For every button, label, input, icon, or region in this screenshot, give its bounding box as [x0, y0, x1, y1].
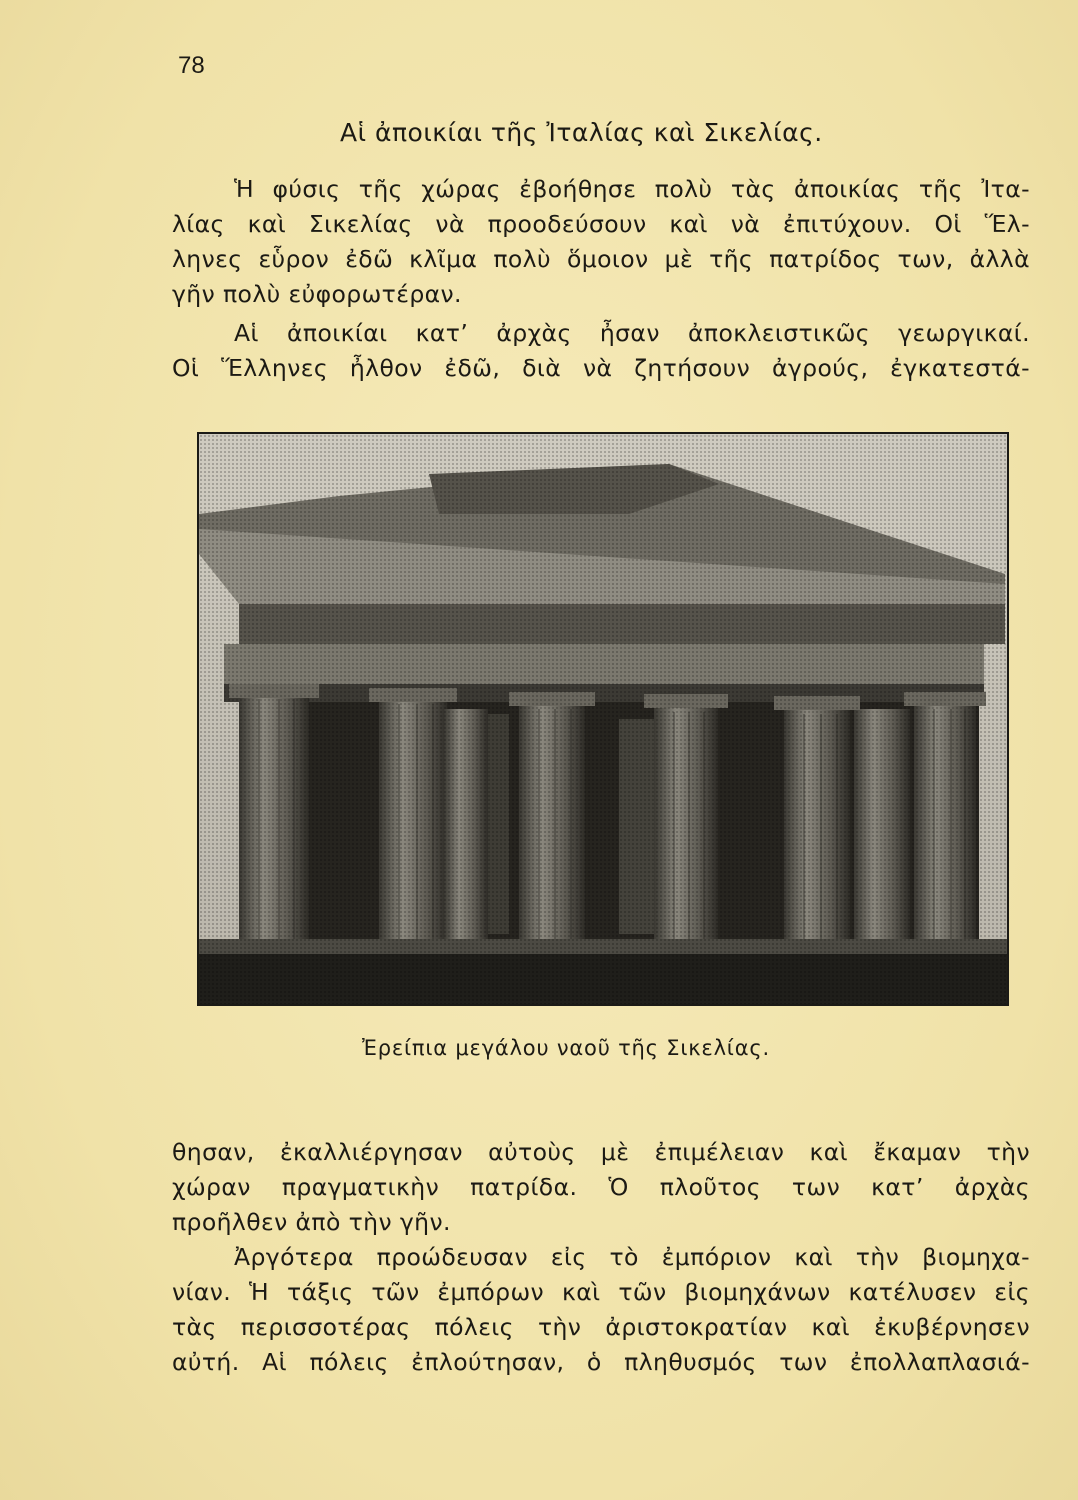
- text-line: τὰς περισσοτέρας πόλεις τὴν ἀριστοκρατίαν καὶ ἐκυβέρνησεν: [172, 1313, 1030, 1341]
- text-line: προῆλθεν ἀπὸ τὴν γῆν.: [172, 1208, 451, 1236]
- section-title: Αἱ ἀποικίαι τῆς Ἰταλίας καὶ Σικελίας.: [340, 118, 823, 147]
- text-line: νίαν. Ἡ τάξις τῶν ἐμπόρων καὶ τῶν βιομηχάνων κατέλυσεν εἰς: [172, 1278, 1030, 1306]
- paragraph-2: [172, 316, 1030, 386]
- text-line: Ἀργότερα προώδευσαν εἰς τὸ ἐμπόριον καὶ τὴν βιομηχα-: [234, 1243, 1030, 1271]
- text-line: Ἡ φύσις τῆς χώρας ἐβοήθησε πολὺ τὰς ἀποικίας τῆς Ἰτα-: [234, 175, 1030, 203]
- page-number: 78: [178, 52, 205, 79]
- text-line: Οἱ Ἕλληνες ἦλθον ἐδῶ, διὰ νὰ ζητήσουν ἀγρούς, ἐγκατεστά-: [172, 354, 1030, 382]
- text-line: λίας καὶ Σικελίας νὰ προοδεύσουν καὶ νὰ ἐπιτύχουν. Οἱ Ἕλ-: [172, 210, 1030, 238]
- text-line: θησαν, ἐκαλλιέργησαν αὐτοὺς μὲ ἐπιμέλειαν καὶ ἔκαμαν τὴν: [172, 1138, 1030, 1166]
- text-line: ληνες εὗρον ἐδῶ κλῖμα πολὺ ὅμοιον μὲ τῆς πατρίδος των, ἀλλὰ: [172, 245, 1030, 273]
- text-line: χώραν πραγματικὴν πατρίδα. Ὁ πλοῦτος των κατ’ ἀρχὰς: [172, 1173, 1030, 1201]
- paragraph-1: [172, 172, 1030, 312]
- text-line: γῆν πολὺ εὐφορωτέραν.: [172, 280, 462, 308]
- temple-ruins-photo: [197, 432, 1009, 1006]
- temple-illustration: [199, 434, 1007, 1004]
- text-line: αὐτή. Αἱ πόλεις ἐπλούτησαν, ὁ πληθυσμός των ἐπολλαπλασιά-: [172, 1348, 1030, 1376]
- figure-caption: Ἐρείπια μεγάλου ναοῦ τῆς Σικελίας.: [362, 1036, 770, 1060]
- paragraph-4: [172, 1240, 1030, 1380]
- paragraph-3: [172, 1135, 1030, 1240]
- text-line: Αἱ ἀποικίαι κατ’ ἀρχὰς ἦσαν ἀποκλειστικῶς γεωργικαί.: [234, 319, 1030, 347]
